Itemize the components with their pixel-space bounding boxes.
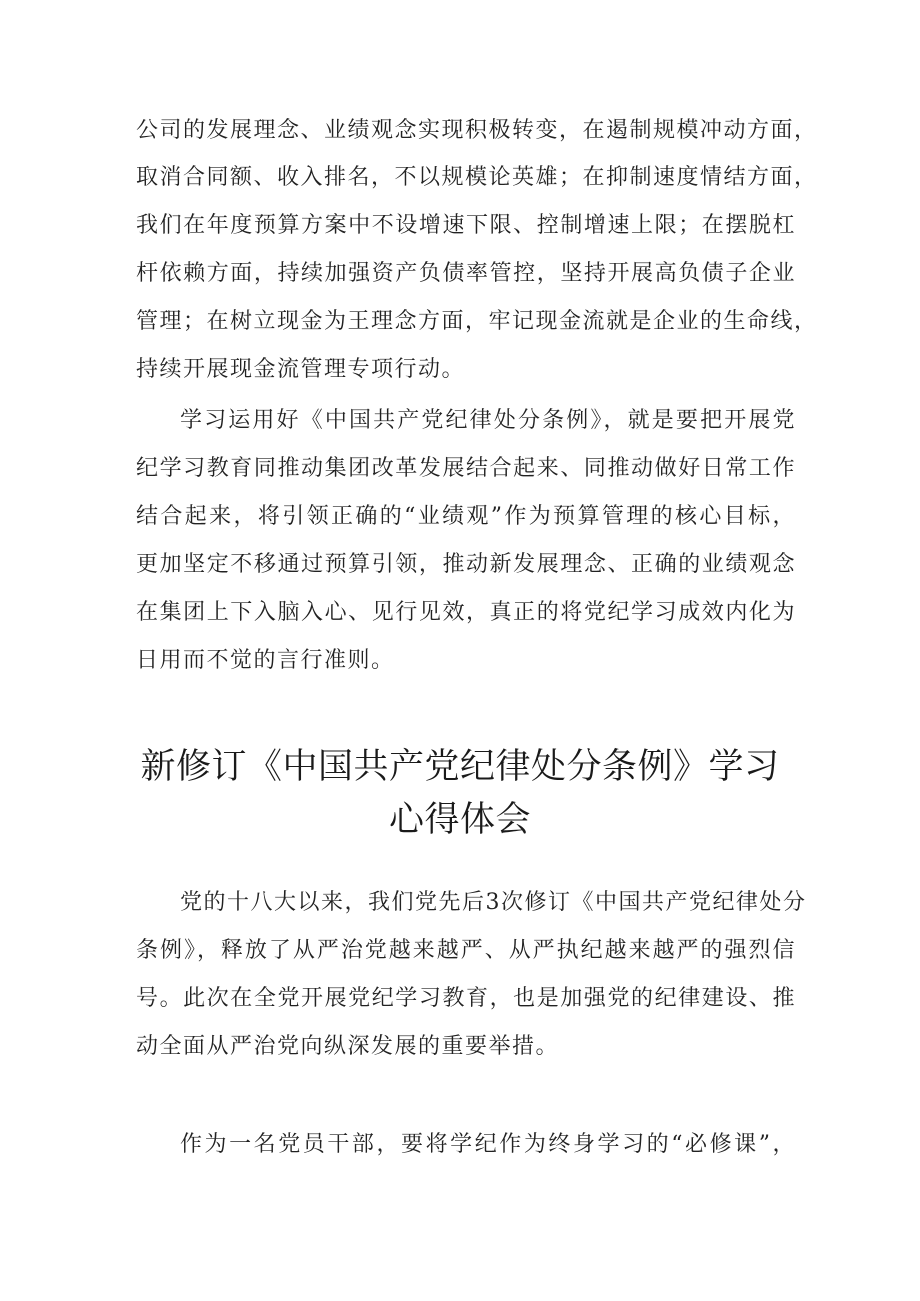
paragraph-line: 党的十八大以来，我们党先后3次修订《中国共产党纪律处分: [180, 890, 807, 915]
paragraph-line: 号。此次在全党开展党纪学习教育，也是加强党的纪律建设、推: [136, 986, 796, 1011]
paragraph-line: 作为一名党员干部，要将学纪作为终身学习的“必修课”，: [180, 1132, 796, 1157]
paragraph-line: 管理；在树立现金为王理念方面，牢记现金流就是企业的生命线，: [136, 309, 818, 334]
paragraph-line: 在集团上下入脑入心、见行见效，真正的将党纪学习成效内化为: [136, 600, 796, 625]
paragraph-line: 条例》，释放了从严治党越来越严、从严执纪越来越严的强烈信: [136, 938, 796, 963]
paragraph-line: 我们在年度预算方案中不设增速下限、控制增速上限；在摆脱杠: [136, 213, 796, 238]
paragraph-line: 更加坚定不移通过预算引领，推动新发展理念、正确的业绩观念: [136, 552, 796, 577]
heading-line-2: 心得体会: [388, 800, 531, 840]
paragraph-line: 学习运用好《中国共产党纪律处分条例》，就是要把开展党: [180, 408, 796, 433]
paragraph-line: 日用而不觉的言行准则。: [136, 648, 395, 673]
paragraph-line: 结合起来，将引领正确的“业绩观”作为预算管理的核心目标，: [136, 504, 796, 529]
paragraph-line: 公司的发展理念、业绩观念实现积极转变，在遏制规模冲动方面，: [136, 118, 818, 143]
paragraph-line: 动全面从严治党向纵深发展的重要举措。: [136, 1034, 560, 1059]
paragraph-line: 纪学习教育同推动集团改革发展结合起来、同推动做好日常工作: [136, 456, 796, 481]
paragraph-line: 杆依赖方面，持续加强资产负债率管控，坚持开展高负债子企业: [136, 261, 796, 286]
paragraph-line: 取消合同额、收入排名，不以规模论英雄；在抑制速度情结方面，: [136, 165, 818, 190]
heading-line-1: 新修订《中国共产党纪律处分条例》学习: [140, 747, 780, 787]
paragraph-line: 持续开展现金流管理专项行动。: [136, 357, 466, 382]
